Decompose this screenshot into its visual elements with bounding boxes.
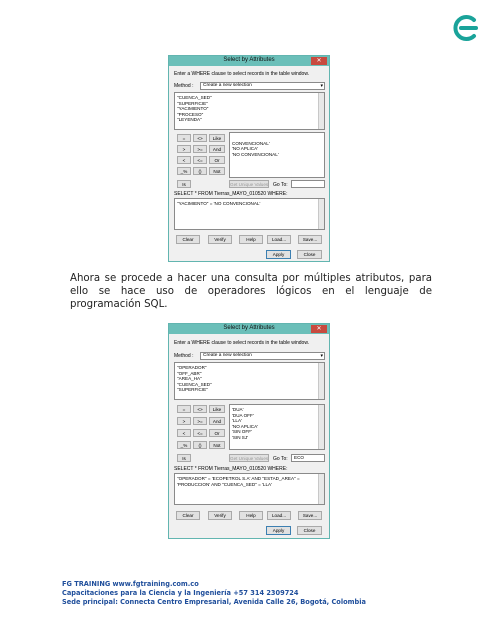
op-not-button[interactable]: Not [209,441,225,449]
goto-label: Go To: [273,456,288,462]
field-item[interactable]: "CUENCA_SED" [177,95,212,100]
op-like-button[interactable]: Like [209,405,225,413]
dialog-titlebar[interactable] [169,56,329,66]
scrollbar[interactable] [318,474,324,504]
unique-values-list[interactable] [229,132,325,178]
op-and-button[interactable]: And [209,145,225,153]
value-item[interactable]: 'NO APLICA' [232,423,259,429]
field-item[interactable]: "SUPERFICIE" [177,387,208,393]
op-equals-button[interactable]: = [177,134,191,142]
scrollbar[interactable] [318,93,324,129]
method-select[interactable] [200,82,325,90]
load-button[interactable]: Load... [267,511,291,520]
dialog-title: Select by Attributes [223,57,275,63]
op-wildcard-button[interactable]: _% [177,441,191,449]
value-item[interactable]: 'DUA' [232,407,244,412]
op-equals-button[interactable]: = [177,405,191,413]
op-not-button[interactable]: Not [209,167,225,175]
verify-button[interactable]: Verify [208,235,232,244]
field-item[interactable]: "OFF_ABR" [177,370,202,376]
value-item[interactable]: 'DUA OFF' [232,412,254,418]
op-parentheses-button[interactable]: () [193,167,207,175]
close-button[interactable]: Close [297,250,322,259]
clear-button[interactable]: Clear [176,235,200,244]
body-paragraph: Ahora se procede a hacer una consulta por múltiples atributos, para ello se hace uso de operadores lógicos en el lenguaje de programación SQL. [70,273,432,310]
op-less-equal-button[interactable]: <= [193,156,207,164]
goto-input[interactable] [291,180,325,188]
op-less-equal-button[interactable]: <= [193,429,207,437]
apply-button[interactable]: Apply [266,250,291,259]
method-value: Create a new selection [203,353,252,358]
fields-list[interactable] [174,362,325,400]
method-label: Method : [174,83,194,89]
goto-value [292,181,324,187]
select-clause-label: SELECT * FROM Tierras_MAYO_010520 WHERE: [174,466,288,472]
op-or-button[interactable]: Or [209,429,225,437]
goto-value: ECO [294,455,304,460]
unique-values-list[interactable] [229,404,325,450]
get-unique-values-button[interactable]: Get Unique Values [230,456,269,461]
chevron-down-icon: ▾ [320,353,323,359]
field-item[interactable]: "CUENCA_SED" [177,381,212,387]
instruction-text: Enter a WHERE clause to select records in the table window. [174,71,310,77]
where-expression-text: "OPERADOR" = 'ECOPETROL S.A' AND "ESTAD_AREA" = 'PRODUCCION' AND "CUENCA_SED" = 'LLA' [177,476,300,487]
select-by-attributes-dialog-2 [168,323,330,539]
verify-button[interactable]: Verify [208,511,232,520]
footer-line-address: Sede principal: Connecta Centro Empresarial, Avenida Calle 26, Bogotá, Colombia [62,598,366,606]
value-item[interactable]: 'SIN OFF' [232,429,252,435]
goto-label: Go To: [273,182,288,188]
fields-list[interactable] [174,92,325,130]
chevron-down-icon: ▾ [320,83,323,89]
op-wildcard-button[interactable]: _% [177,167,191,175]
dialog-title: Select by Attributes [223,325,275,331]
footer-line-contact: Capacitaciones para la Ciencia y la Ingeniería +57 314 2309724 [62,589,299,597]
field-item[interactable]: "LEYENDA" [177,117,202,123]
where-expression-box[interactable] [174,198,325,230]
method-value: Create a new selection [203,83,252,88]
op-less-button[interactable]: < [177,156,191,164]
load-button[interactable]: Load... [267,235,291,244]
dialog-titlebar[interactable] [169,324,329,334]
op-greater-button[interactable]: > [177,145,191,153]
clear-button[interactable]: Clear [176,511,200,520]
method-label: Method : [174,353,194,359]
get-unique-values-button[interactable]: Get Unique Values [230,182,269,187]
op-less-button[interactable]: < [177,429,191,437]
footer [62,580,366,607]
select-by-attributes-dialog-1 [168,55,330,262]
value-item[interactable]: 'NO CONVENCIONAL' [232,151,279,157]
op-like-button[interactable]: Like [209,134,225,142]
scrollbar[interactable] [318,363,324,399]
help-button[interactable]: Help [239,235,263,244]
where-expression-text: "YACIMIENTO" = 'NO CONVENCIONAL' [177,201,261,206]
op-greater-equal-button[interactable]: >= [193,145,207,153]
scrollbar[interactable] [318,199,324,229]
fg-training-logo [452,14,480,42]
op-or-button[interactable]: Or [209,156,225,164]
op-greater-button[interactable]: > [177,417,191,425]
is-button[interactable]: Is [177,180,191,188]
op-greater-equal-button[interactable]: >= [193,417,207,425]
op-and-button[interactable]: And [209,417,225,425]
close-button[interactable]: Close [297,526,322,535]
method-select[interactable] [200,352,325,360]
value-item[interactable]: 'SIN SJ' [232,434,249,440]
field-item[interactable]: "OPERADOR" [177,365,207,370]
is-button[interactable]: Is [177,454,191,462]
instruction-text: Enter a WHERE clause to select records in the table window. [174,340,310,346]
op-not-equal-button[interactable]: <> [193,405,207,413]
select-clause-label: SELECT * FROM Tierras_MAYO_010520 WHERE: [174,191,288,197]
field-item[interactable]: "PROCESO" [177,111,204,117]
save-button[interactable]: Save... [298,235,322,244]
close-icon[interactable]: ✕ [311,325,327,333]
field-item[interactable]: "AREA_HA" [177,376,202,382]
save-button[interactable]: Save... [298,511,322,520]
where-expression-box[interactable] [174,473,325,505]
footer-line-company: FG TRAINING www.fgtraining.com.co [62,580,199,588]
value-item[interactable]: 'NO APLICA' [232,146,259,152]
value-item[interactable]: 'LLA' [232,418,242,424]
apply-button[interactable]: Apply [266,526,291,535]
op-parentheses-button[interactable]: () [193,441,207,449]
op-not-equal-button[interactable]: <> [193,134,207,142]
goto-input[interactable] [291,454,325,462]
scrollbar[interactable] [318,405,324,449]
value-item[interactable]: CONVENCIONAL' [232,140,270,146]
close-icon[interactable]: ✕ [311,57,327,65]
field-item[interactable]: "YACIMIENTO" [177,106,209,112]
field-item[interactable]: "SUPERFICIE" [177,100,208,106]
help-button[interactable]: Help [239,511,263,520]
